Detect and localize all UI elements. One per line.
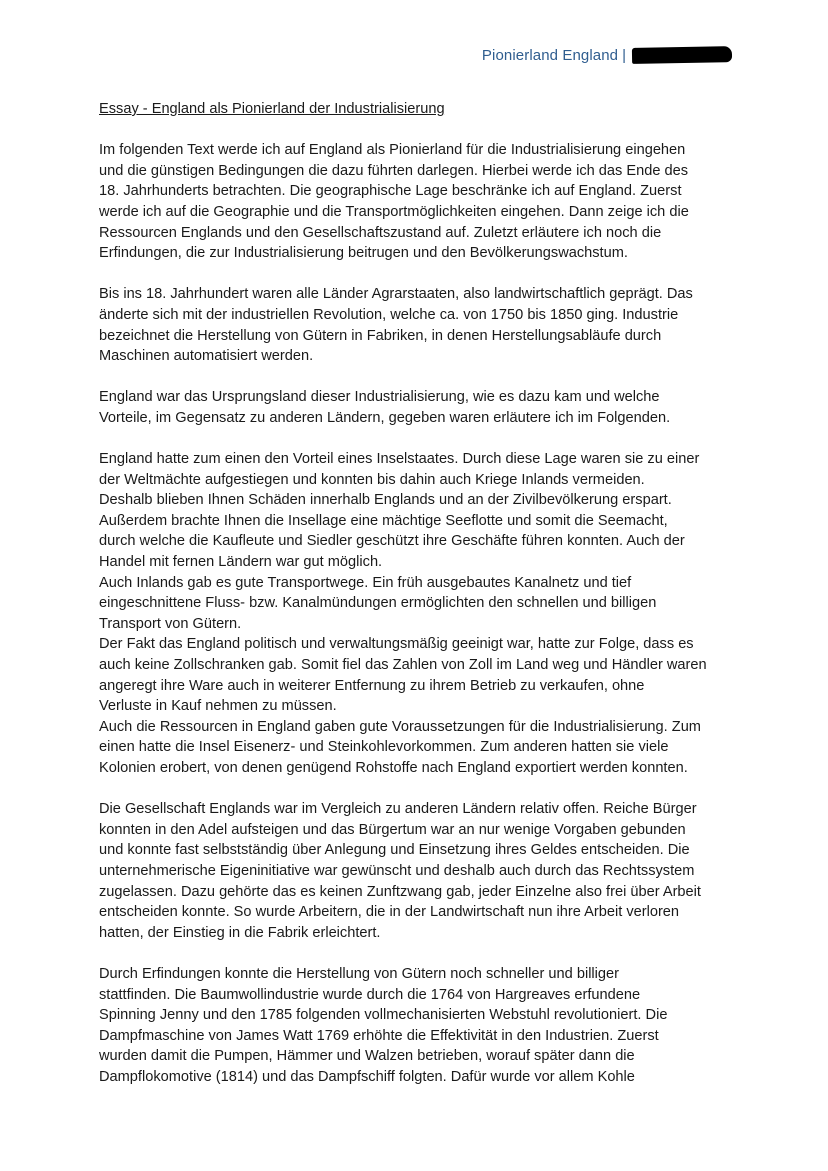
text-line: unternehmerische Eigeninitiative war gewünscht und deshalb auch durch das Rechtssystem xyxy=(99,862,695,879)
text-line: Die Gesellschaft Englands war im Vergleich zu anderen Ländern relativ offen. Reiche Bürger xyxy=(99,801,697,818)
text-line: bezeichnet die Herstellung von Gütern in Fabriken, in denen Herstellungsabläufe durch xyxy=(99,327,662,344)
text-line: Dampflokomotive (1814) und das Dampfschiff folgten. Dafür wurde vor allem Kohle xyxy=(99,1068,635,1085)
text-line: England war das Ursprungsland dieser Industrialisierung, wie es dazu kam und welche xyxy=(99,389,660,406)
text-line: Durch Erfindungen konnte die Herstellung von Gütern noch schneller und billiger xyxy=(99,965,620,982)
document-paragraphs xyxy=(99,140,739,1087)
text-line: konnten in den Adel aufsteigen und das Bürgertum war an nur wenige Vorgaben gebunden xyxy=(99,821,686,838)
text-line: Kolonien erobert, von denen genügend Rohstoffe nach England exportiert werden konnten. xyxy=(99,760,688,776)
header-title: Pionierland England xyxy=(481,46,619,64)
text-line: Ressourcen Englands und den Gesellschaftszustand auf. Zuletzt erläutere ich noch die xyxy=(99,224,662,241)
text-line: werde ich auf die Geographie und die Transportmöglichkeiten eingehen. Dann zeige ich die xyxy=(99,203,689,220)
text-line: Vorteile, im Gegensatz zu anderen Ländern, gegeben waren erläutere ich im Folgenden. xyxy=(99,409,671,426)
text-line: durch welche die Kaufleute und Siedler geschützt ihre Geschäfte führen konnten. Auch der xyxy=(99,533,685,550)
paragraph xyxy=(99,284,739,366)
text-line: Auch die Ressourcen in England gaben gute Voraussetzungen für die Industrialisierung. Zum xyxy=(99,718,701,735)
text-line: eingeschnittene Fluss- bzw. Kanalmündungen ermöglichten den schnellen und billigen xyxy=(99,595,657,612)
text-line: zugelassen. Dazu gehörte das es keinen Zunftzwang gab, jeder Einzelne also frei über Arbeit xyxy=(99,883,701,900)
paragraph xyxy=(99,964,739,1088)
text-line: England hatte zum einen den Vorteil eines Inselstaates. Durch diese Lage waren sie zu einer xyxy=(99,451,700,468)
text-line: Verluste in Kauf nehmen zu müssen. xyxy=(99,698,337,715)
text-line: hatten, der Einstieg in die Fabrik erleichtert. xyxy=(99,924,381,941)
paragraph xyxy=(99,387,739,428)
text-line: Erfindungen, die zur Industrialisierung beitrugen und den Bevölkerungswachstum. xyxy=(99,245,628,262)
text-line: auch keine Zollschranken gab. Somit fiel das Zahlen von Zoll im Land weg und Händler waren xyxy=(99,657,707,674)
text-line: Handel mit fernen Ländern war gut möglich. xyxy=(99,554,383,571)
text-line: Der Fakt das England politisch und verwaltungsmäßig geeinigt war, hatte zur Folge, dass es xyxy=(99,636,694,653)
redaction-mark xyxy=(632,46,732,64)
text-line: entscheiden konnte. So wurde Arbeitern, die in der Landwirtschaft nun ihre Arbeit verloren xyxy=(99,904,680,921)
text-line: einen hatte die Insel Eisenerz- und Steinkohlevorkommen. Zum anderen hatten sie viele xyxy=(99,739,669,756)
text-line: und konnte fast selbstständig über Anlegung und Einsetzung ihres Geldes entscheiden. Die xyxy=(99,842,690,859)
text-line: wurden damit die Pumpen, Hämmer und Walzen betrieben, worauf später dann die xyxy=(99,1048,635,1065)
text-line: der Weltmächte aufgestiegen und konnten bis dahin auch Kriege Inlands vermeiden. xyxy=(99,471,645,488)
text-line: Spinning Jenny und den 1785 folgenden vollmechanisierten Webstuhl revolutioniert. Die xyxy=(99,1007,668,1024)
text-line: Deshalb blieben Ihnen Schäden innerhalb Englands und an der Zivilbevölkerung erspart. xyxy=(99,492,672,509)
paragraph xyxy=(99,449,739,779)
text-line: Bis ins 18. Jahrhundert waren alle Länder Agrarstaaten, also landwirtschaftlich geprägt. Das xyxy=(99,286,693,303)
text-line: und die günstigen Bedingungen die dazu führten darlegen. Hierbei werde ich das Ende des xyxy=(99,162,689,179)
text-line: Außerdem brachte Ihnen die Insellage eine mächtige Seeflotte und somit die Seemacht, xyxy=(99,512,668,529)
text-line: stattfinden. Die Baumwollindustrie wurde durch die 1764 von Hargreaves erfundene xyxy=(99,986,641,1003)
text-line: änderte sich mit der industriellen Revolution, welche ca. von 1750 bis 1850 ging. Industrie xyxy=(99,306,679,323)
paragraph xyxy=(99,799,739,943)
header-separator: | xyxy=(622,46,626,64)
text-line: 18. Jahrhunderts betrachten. Die geographische Lage beschränke ich auf England. Zuerst xyxy=(99,183,682,200)
text-line: Dampfmaschine von James Watt 1769 erhöhte die Effektivität in den Industrien. Zuerst xyxy=(99,1027,659,1044)
paragraph xyxy=(99,140,739,264)
document-title: Essay - England als Pionierland der Industrialisierung xyxy=(99,101,445,117)
text-line: Im folgenden Text werde ich auf England als Pionierland für die Industrialisierung eingehen xyxy=(99,142,686,159)
document-body xyxy=(99,99,739,1108)
text-line: Maschinen automatisiert werden. xyxy=(99,348,314,365)
page-header xyxy=(482,44,732,66)
text-line: angeregt ihre Ware auch in weiterer Entfernung zu ihrem Betrieb zu verkaufen, ohne xyxy=(99,677,645,694)
text-line: Auch Inlands gab es gute Transportwege. Ein früh ausgebautes Kanalnetz und tief xyxy=(99,574,632,591)
text-line: Transport von Gütern. xyxy=(99,615,242,632)
